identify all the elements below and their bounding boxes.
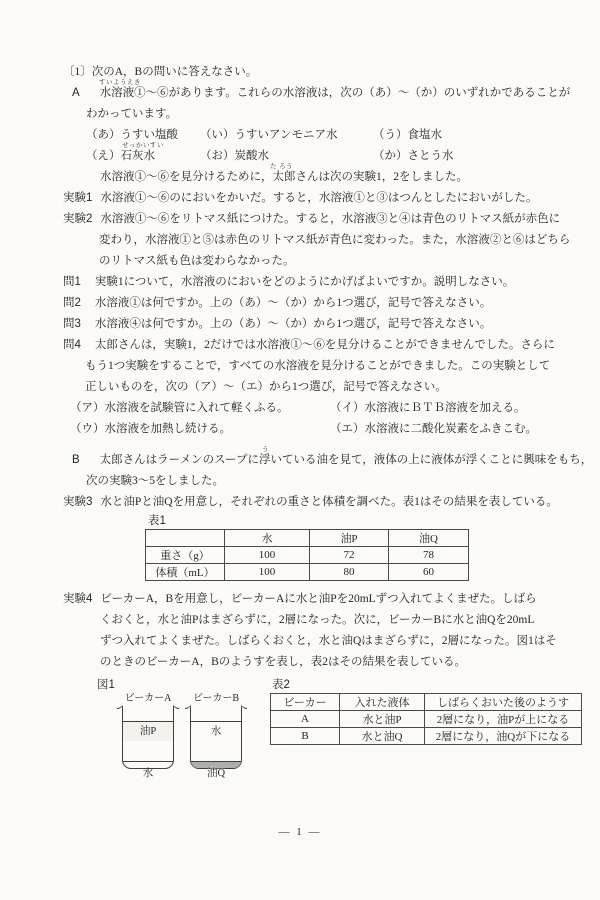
table2-header-row [271,694,582,711]
table2-header-liquids: 入れた液体 [340,694,425,711]
beaker-a [122,693,174,779]
beaker-a-glass [122,706,174,779]
section-b-intro-line1 [0,446,600,471]
experiment4-text1: ビーカーA，Bを用意し，ビーカーAに水と油Pを20mLずつ入れてよくまぜた。しばら [100,593,537,605]
table2-a-beaker: A [271,711,340,728]
furigana-tarou: た ろう [270,163,294,170]
table1-row-volume [146,564,469,581]
q4-options-row1 [0,398,600,419]
question1-text: 実験1について，水溶液のにおいをどのようにかげばよいですか。説明しなさい。 [94,276,515,288]
experiment4-label: 実験4 [63,593,93,605]
beaker-a-bottom-layer [123,761,173,779]
experiment3-label: 実験3 [63,496,93,508]
furigana-suiyoueki: すいようえき [99,79,141,86]
figure1-caption: 図1 [97,679,115,691]
question2-text: 水溶液①は何ですか。上の（あ）～（か）から1つ選び，記号で答えなさい。 [94,297,492,309]
beaker-a-label: ビーカーA [124,693,172,704]
question3-line [0,314,600,335]
option-u: （う）食塩水 [373,129,442,141]
beaker-b-top-layer: 水 [191,721,241,741]
q4-option-e: （エ）水溶液に二酸化炭素をふきこむ。 [330,423,537,435]
table2-header-beaker: ビーカー [271,694,340,711]
table1-volume-oil-p: 80 [310,564,389,581]
section-b-label: B [72,454,80,466]
question2-label: 問2 [63,297,81,309]
table1-header-blank [146,530,225,547]
table1-header-oil-p: 油P [310,530,389,547]
experiment1-line [0,188,600,209]
experiment2-text1: 水溶液①～⑥をリトマス紙につけた。すると，水溶液③と④は青色のリトマス紙が赤色に [100,213,561,225]
beaker-b-airspace [191,706,241,721]
table1-header-row [146,530,469,547]
q4-options-row2 [0,419,600,440]
section-a-intro-line1 [0,79,600,104]
question3-text: 水溶液④は何ですか。上の（あ）～（か）から1つ選び，記号で答えなさい。 [94,318,492,330]
page-number: — 1 — [278,826,322,838]
table1-weight-label: 重さ（g） [146,547,225,564]
table1-volume-water: 100 [225,564,310,581]
question4-line1 [0,335,600,356]
option-i: （い）うすいアンモニア水 [200,129,338,141]
section-a-label: A [72,87,80,99]
furigana-sekkaisui: せっかいすい [122,142,164,149]
question1-label: 問1 [63,276,81,288]
table2-b-result: 2層になり，油Qが下になる [425,728,582,745]
table1-weight-oil-p: 72 [310,547,389,564]
table2-a-result: 2層になり，油Pが上になる [425,711,582,728]
section-b-intro-text: 太郎さんはラーメンのスープに浮いている油を見て，液体の上に液体が浮くことに興味をもち， [99,454,593,466]
table1-volume-label: 体積（mL） [146,564,225,581]
table2-caption: 表2 [272,679,290,691]
table2-row-a [271,711,582,728]
option-o: （お）炭酸水 [200,150,269,162]
beaker-b-bottom-layer [191,761,241,779]
beaker-b [190,693,242,779]
experiment4-line1 [0,589,600,610]
section-b-intro-line2: 次の実験3～5をしました。 [86,475,224,487]
question4-line3: 正しいものを，次の（ア）～（エ）から1つ選び，記号で答えなさい。 [85,381,447,393]
experiment4-line3: ずつ入れてよくまぜた。しばらくおくと，水と油Qはまざらずに，2層になった。図1はそ [100,635,557,647]
beaker-a-bottom-label: 水 [142,768,154,779]
beaker-b-lip-right [241,702,247,709]
q4-option-i: （イ）水溶液にＢＴＢ溶液を加える。 [330,402,526,414]
experiment4-line4: のときのビーカーA，Bのようすを表し，表2はその結果を表している。 [100,656,467,668]
figure-table-captions [0,677,600,693]
experiment4-line2: くおくと，水と油Pはまざらずに，2層になった。次に，ビーカーBに水と油Qを20mL [100,614,535,626]
beaker-b-glass [190,706,242,779]
beaker-a-lip-right [173,702,179,709]
option-ka: （か）さとう水 [373,150,454,162]
question3-label: 問3 [63,318,81,330]
experiment3-text: 水と油Pと油Qを用意し，それぞれの重さと体積を調べた。表1はその結果を表している。 [100,496,558,508]
table2-b-beaker: B [271,728,340,745]
section-a-lead [0,163,600,188]
experiment1-text: 水溶液①～⑥のにおいをかいだ。すると，水溶液①と③はつんとしたにおいがした。 [100,192,538,204]
option-e: （え）石灰水 [86,150,155,162]
beaker-a-top-layer: 油P [123,721,173,741]
figure1-and-table2 [0,693,600,783]
question4-label: 問4 [63,339,81,351]
page-title: 〔1〕次のA，Bの問いに答えなさい。 [63,66,258,78]
section-a-intro-line2: わかっています。 [86,108,178,120]
beaker-b-bottom-label: 油Q [206,768,226,779]
experiment3-line [0,492,600,513]
experiment2-label: 実験2 [63,213,93,225]
beaker-a-airspace [123,706,173,721]
table1-header-water: 水 [225,530,310,547]
beaker-b-label: ビーカーB [192,693,240,704]
question2-line [0,293,600,314]
solution-options-row2 [0,142,600,167]
section-a-lead-text: 水溶液①～⑥を見分けるために，太郎さんは次の実験1，2をしました。 [100,171,468,183]
table1-caption: 表1 [148,515,166,527]
table1-weight-water: 100 [225,547,310,564]
table1-row-weight [146,547,469,564]
table1 [145,529,469,581]
experiment2-line1 [0,209,600,230]
furigana-uku: う [262,446,269,453]
experiment2-line3: のリトマス紙も色は変わらなかった。 [99,255,295,267]
option-a: （あ）うすい塩酸 [86,129,178,141]
q4-option-u: （ウ）水溶液を加熱し続ける。 [70,423,231,435]
question4-line2: もう1つ実験をすることで，すべての水溶液を見分けることができました。この実験として [85,360,551,372]
question4-text1: 太郎さんは，実験1，2だけでは水溶液①～⑥を見分けることができませんでした。さらに [94,339,555,351]
question1-line [0,272,600,293]
table2 [270,693,582,745]
section-a-intro-text: 水溶液①～⑥があります。これらの水溶液は，次の（あ）～（か）のいずれかであることが [99,87,571,99]
table1-header-oil-q: 油Q [389,530,469,547]
solution-options-row1 [0,125,600,146]
table2-header-result: しばらくおいた後のようす [425,694,582,711]
experiment2-line2: 変わり，水溶液①と⑤は赤色のリトマス紙が青色に変わった。また，水溶液②と⑥はどちら [99,234,571,246]
table2-row-b [271,728,582,745]
table2-b-liquids: 水と油Q [340,728,425,745]
experiment1-label: 実験1 [63,192,93,204]
q4-option-a: （ア）水溶液を試験管に入れて軽くふる。 [70,402,289,414]
table1-volume-oil-q: 60 [389,564,469,581]
table2-a-liquids: 水と油P [340,711,425,728]
table1-weight-oil-q: 78 [389,547,469,564]
